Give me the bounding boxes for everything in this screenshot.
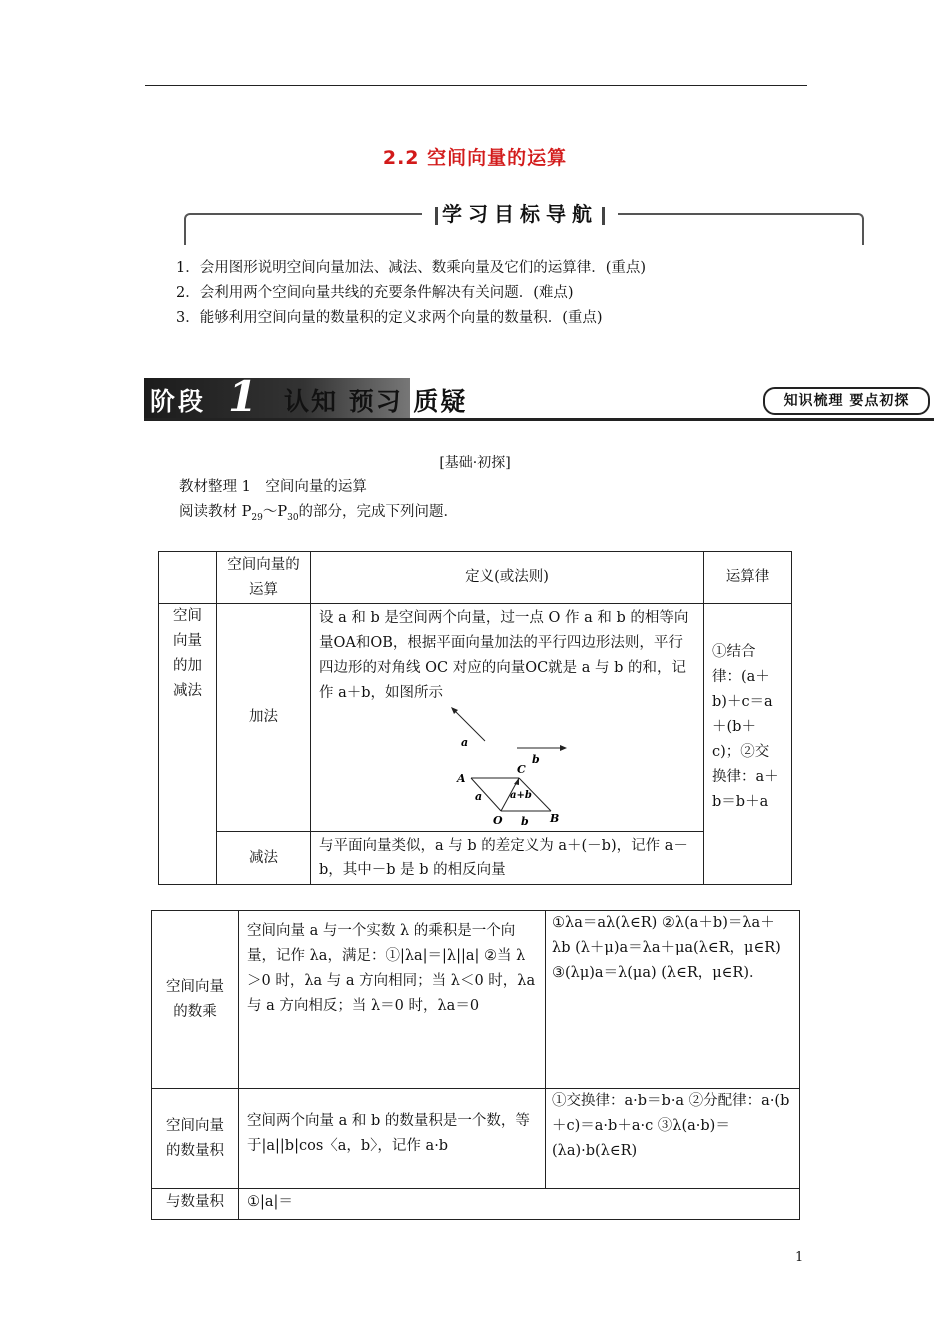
page-title: 2.2 空间向量的运算 <box>382 147 568 169</box>
addition-definition <box>310 603 704 832</box>
subtraction-definition: 与平面向量类似，a 与 b 的差定义为 a＋(－b)，记作 a－b，其中－b 是 b 的相反向量 <box>310 831 704 885</box>
oc-head <box>514 778 519 785</box>
last-row-label: 与数量积 <box>151 1188 239 1220</box>
dot-laws: ①交换律：a·b＝b·a ②分配律：a·(b＋c)＝a·b＋a·c ③λ(a·b)＝(λa)·b(λ∈R) <box>545 1088 800 1189</box>
table1-header-op: 空间向量的运算 <box>216 551 311 604</box>
goal-item: 1．会用图形说明空间向量加法、减法、数乘向量及它们的运算律．(重点) <box>176 260 647 276</box>
banner-label: 学习目标导航 <box>422 199 618 229</box>
subheading: [基础·初探] <box>439 455 511 471</box>
addition-label: 加法 <box>216 603 311 832</box>
point-C: C <box>517 763 526 776</box>
table1-group-label: 空间向量的加减法 <box>158 603 217 885</box>
scalar-label: 空间向量的数乘 <box>151 910 239 1089</box>
scalar-definition: 空间向量 a 与一个实数 λ 的乘积是一个向量，记作 λa，满足：①|λa|＝|λ||a| ②当 λ＞0 时，λa 与 a 方向相同；当 λ＜0 时，λa 与 a 方向相反；当 λ＝0 时，λa＝0 <box>238 910 546 1089</box>
vector-b-head <box>560 745 567 751</box>
vector-a-arrow <box>453 709 485 741</box>
point-B: B <box>550 812 560 825</box>
addition-figure <box>441 706 611 828</box>
addition-laws: ①结合律：(a＋b)＋c＝a＋(b＋c)；②交换律：a＋b＝b＋a <box>703 603 792 885</box>
subtraction-label: 减法 <box>216 831 311 885</box>
reading-instruction: 阅读教材 $P_{29}\sim P_{30}$的部分，完成下列问题． <box>179 504 459 523</box>
top-rule <box>145 85 807 86</box>
table1-header-law: 运算律 <box>703 551 792 604</box>
stage-tag: 知识梳理 要点初探 <box>763 387 930 415</box>
label-b-top: b <box>532 753 540 766</box>
table1-corner <box>158 551 217 604</box>
last-row-definition: ①|a|＝ <box>238 1188 800 1220</box>
page-number: 1 <box>795 1250 804 1265</box>
section-title: 教材整理 1 空间向量的运算 <box>179 479 367 495</box>
label-a-top: a <box>461 736 469 749</box>
scalar-laws: ①λa＝aλ(λ∈R) ②λ(a＋b)＝λa＋λb (λ＋μ)a＝λa＋μa(λ∈R，μ∈R) ③(λμ)a＝λ(μa) (λ∈R，μ∈R)． <box>545 910 800 1089</box>
label-sum: a+b <box>510 790 532 801</box>
label-b-para: b <box>521 815 529 828</box>
table1-header-def: 定义(或法则) <box>310 551 704 604</box>
dot-definition: 空间两个向量 a 和 b 的数量积是一个数，等于|a||b|cos〈a，b〉，记作 a·b <box>238 1088 546 1189</box>
dot-label: 空间向量的数量积 <box>151 1088 239 1189</box>
goal-item: 2．会利用两个空间向量共线的充要条件解决有关问题．(难点) <box>176 285 574 301</box>
point-A: A <box>457 772 466 785</box>
label-a-para: a <box>475 790 483 803</box>
goal-item: 3．能够利用空间向量的数量积的定义求两个向量的数量积．(重点) <box>176 310 603 326</box>
point-O: O <box>493 814 503 827</box>
stage-prefix: 阶段 <box>150 387 207 416</box>
goals-list <box>176 256 646 331</box>
addition-text: 设 a 和 b 是空间两个向量，过一点 O 作 a 和 b 的相等向量OA和OB，根据平面向量加法的平行四边形法则，平行四边形的对角线 OC 对应的向量OC就是 a 与 b 的和，记作 a＋b，如图所示 <box>319 610 689 701</box>
stage-number: 1 <box>228 372 258 421</box>
stage-text: 认知 预习 质疑 <box>284 387 468 416</box>
